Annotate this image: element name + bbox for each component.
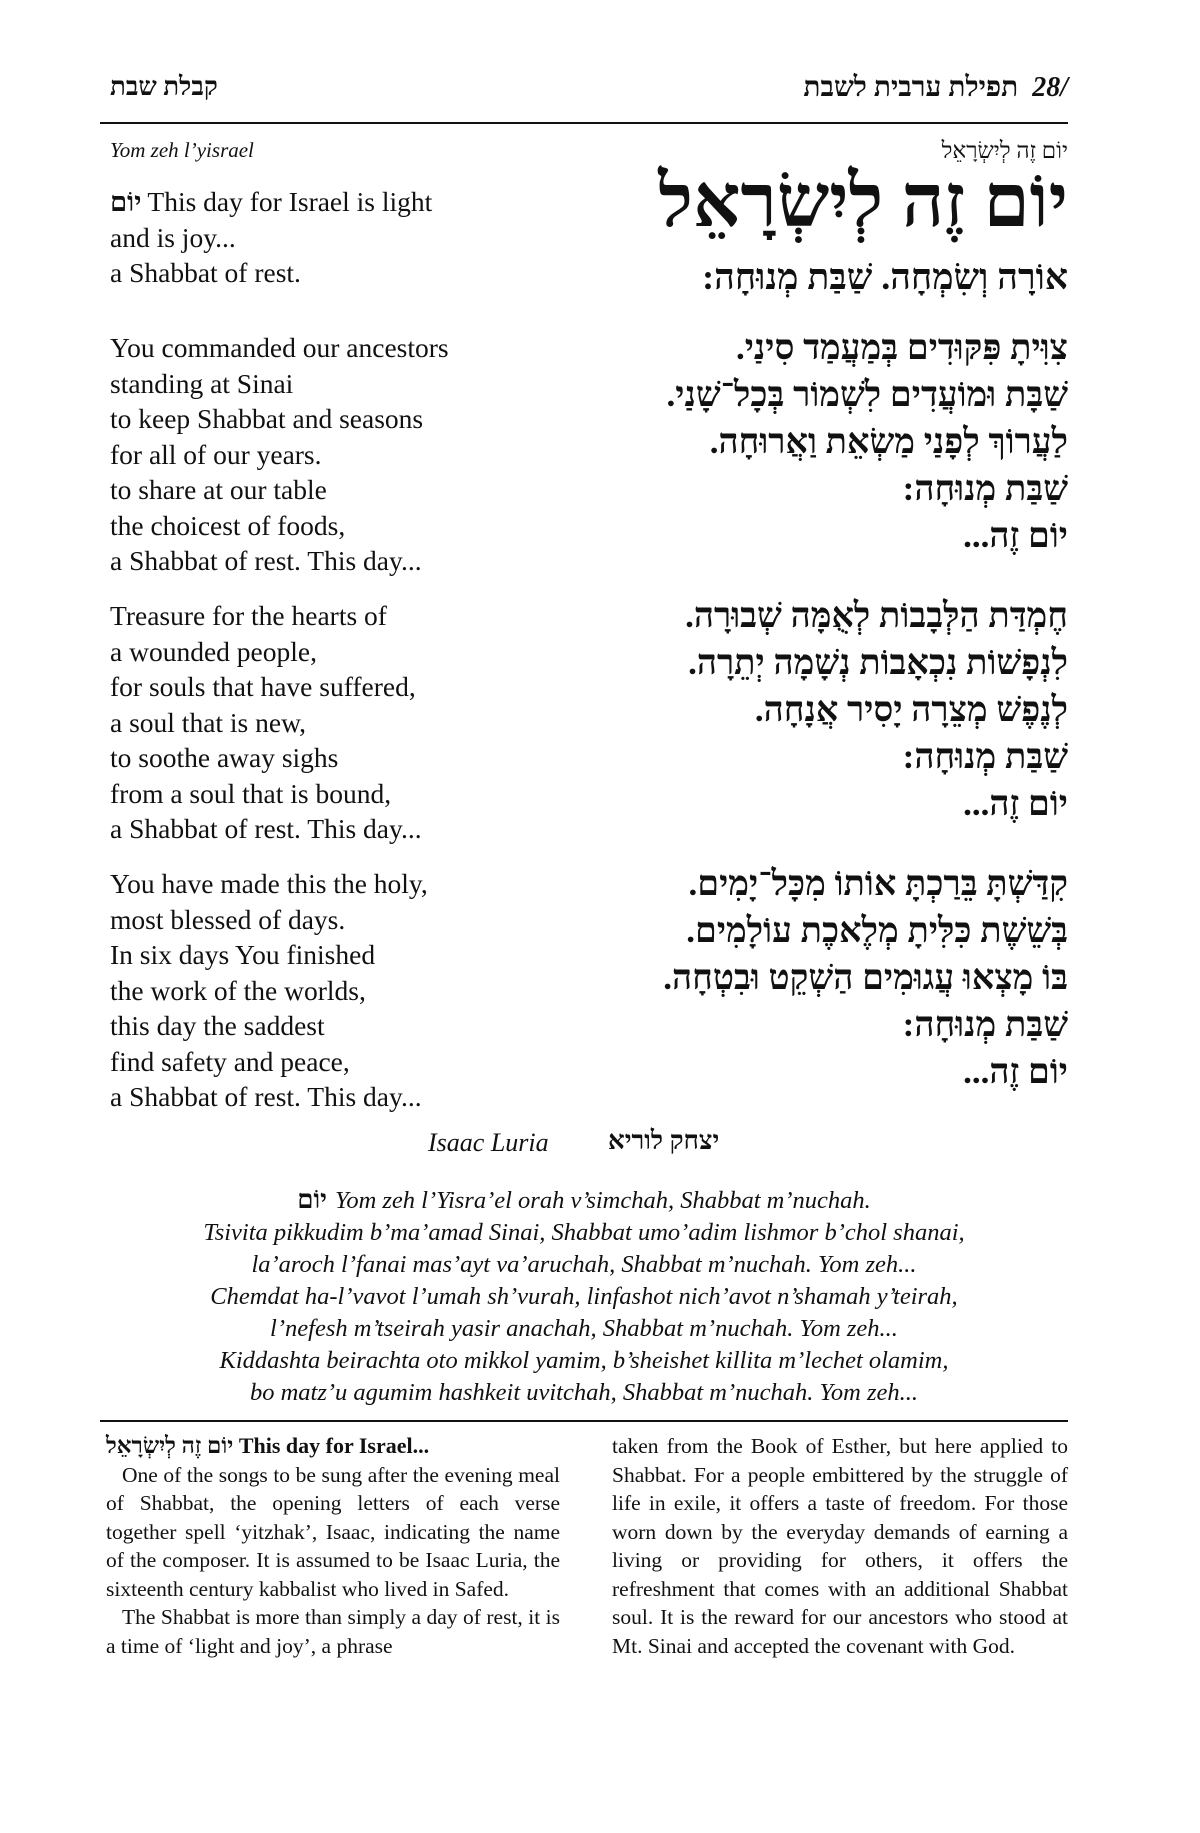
header-right <box>803 72 1068 104</box>
stanza-line: a soul that is new, <box>110 706 307 738</box>
stanza-line: You have made this the holy, <box>110 868 428 899</box>
page-header <box>100 64 1068 124</box>
author-hebrew: יצחק לוריא <box>608 1126 720 1155</box>
commentary-heading-hebrew: יוֹם זֶה לְיִשְׂרָאֵל <box>106 1433 234 1458</box>
stanza-line: a wounded people, <box>110 635 317 667</box>
stanza-line: You commanded our ancestors <box>110 332 449 363</box>
hebrew-stanza-2 <box>548 324 1068 559</box>
stanza-line: a Shabbat of rest. This day... <box>110 1081 422 1112</box>
hebrew-stanza-3 <box>548 592 1068 827</box>
hebrew-line: לִנְפָשׁוֹת נִכְאָבוֹת נְשָׁמָה יְתֵרָה. <box>688 643 1068 682</box>
song-subtitle-hebrew: יוֹם זֶה לְיִשְׂרָאֵל <box>941 138 1068 163</box>
english-stanza-3 <box>110 598 550 847</box>
hebrew-line: יוֹם זֶה... <box>963 516 1068 555</box>
hebrew-stanza-4 <box>548 860 1068 1095</box>
commentary-heading-english: This day for Israel... <box>238 1433 430 1458</box>
stanza-line: the choicest of foods, <box>110 509 346 541</box>
service-title-hebrew: תפילת ערבית לשבת <box>803 72 1019 103</box>
stanza-line: to soothe away sighs <box>110 742 339 773</box>
transliteration-line: Chemdat ha-l’vavot l’umah sh’vurah, linfashot nich’avot n’shamah y’teirah, <box>210 1283 958 1310</box>
hebrew-word-yom: יוֹם <box>110 186 142 217</box>
stanza-line: for souls that have suffered, <box>110 671 416 702</box>
hebrew-line: צִוִּיתָ פִּקּוּדִים בְּמַעֲמַד סִינַי. <box>735 328 1068 367</box>
hebrew-line: חֶמְדַּת הַלְּבָבוֹת לְאֻמָּה שְׁבוּרָה. <box>685 596 1068 635</box>
song-title-hebrew: יוֹם זֶה לְיִשְׂרָאֵל <box>658 161 1068 243</box>
commentary-paragraph: The Shabbat is more than simply a day of rest, it is a time of ‘light and joy’, a phrase <box>106 1605 560 1658</box>
commentary-paragraph: One of the songs to be sung after the evening meal of Shabbat, the opening letters of each verse together spell ‘yitzhak’, Isaac, indicating the name of the composer. It is assumed to be Isaac Luria, the sixteenth century kabbalist who lived in Safed. <box>106 1462 560 1601</box>
page-number: 28/ <box>1032 72 1068 103</box>
hebrew-line: בּוֹ מָצְאוּ עֲגוּמִים הַשְׁקֵט וּבִטְחָה. <box>663 958 1068 997</box>
english-stanza-2 <box>110 330 550 579</box>
stanza-line: standing at Sinai <box>110 367 294 399</box>
hebrew-line: שַׁבַּת מְנוּחָה: <box>902 469 1068 508</box>
hebrew-word-yom: יוֹם <box>297 1185 327 1214</box>
stanza-line: and is joy... <box>110 221 236 253</box>
section-title-hebrew: קבלת שבת <box>110 72 218 101</box>
hebrew-line: שַׁבָּת וּמוֹעֲדִים לִשְׁמוֹר בְּכָל־שָׁנַי. <box>666 375 1068 414</box>
author-english: Isaac Luria <box>428 1128 549 1157</box>
hebrew-line: שַׁבַּת מְנוּחָה: <box>902 737 1068 776</box>
hebrew-line: לַעֲרוֹךְ לְפָנַי מַשְׂאֵת וַאֲרוּחָה. <box>709 422 1068 461</box>
stanza-line: this day the saddest <box>110 1010 325 1041</box>
hebrew-line: שַׁבַּת מְנוּחָה: <box>902 1005 1068 1044</box>
hebrew-line: קִדַּשְׁתָּ בֵּרַכְתָּ אוֹתוֹ מִכָּל־יָמִים. <box>688 864 1068 903</box>
english-stanza-1 <box>110 184 550 291</box>
stanza-line: for all of our years. <box>110 438 322 470</box>
transliteration-line: Kiddashta beirachta oto mikkol yamim, b’sheishet killita m’lechet olamim, <box>219 1347 949 1374</box>
stanza-line: to keep Shabbat and seasons <box>110 403 424 434</box>
transliteration-line: Tsivita pikkudim b’ma’amad Sinai, Shabbat umo’adim lishmor b’chol shanai, <box>203 1219 965 1246</box>
hebrew-line: לְנֶפֶשׁ מְצֵרָה יָסִיר אֲנָחָה. <box>754 690 1068 729</box>
transliteration-line: bo matz’u agumim hashkeit uvitchah, Shabbat m’nuchah. Yom zeh... <box>249 1379 919 1406</box>
stanza-line: Treasure for the hearts of <box>110 600 387 631</box>
commentary-heading <box>106 1432 560 1461</box>
stanza-line: a Shabbat of rest. This day... <box>110 545 422 576</box>
stanza-line: most blessed of days. <box>110 903 346 935</box>
section-divider <box>100 1420 1068 1422</box>
english-stanza-4 <box>110 866 550 1115</box>
stanza-line: a Shabbat of rest. <box>110 257 301 288</box>
stanza-line: the work of the worlds, <box>110 974 366 1006</box>
transliteration-block <box>100 1184 1068 1409</box>
hebrew-line: יוֹם זֶה... <box>963 1052 1068 1091</box>
transliteration-line: la’aroch l’fanai mas’ayt va’aruchah, Shabbat m’nuchah. Yom zeh... <box>251 1251 917 1278</box>
transliteration-line: Yom zeh l’Yisra’el orah v’simchah, Shabbat m’nuchah. <box>334 1187 871 1214</box>
song-subtitle-english: Yom zeh l’yisrael <box>110 138 254 162</box>
song-title-line2-hebrew: אוֹרָה וְשִׂמְחָה. שַׁבַּת מְנוּחָה: <box>702 257 1068 297</box>
stanza-line-text: This day for Israel is light <box>147 186 433 217</box>
stanza-line: from a soul that is bound, <box>110 777 392 809</box>
stanza-line <box>110 184 550 220</box>
stanza-line: to share at our table <box>110 474 327 505</box>
commentary-right-column <box>612 1432 1068 1660</box>
stanza-line: find safety and peace, <box>110 1045 350 1077</box>
stanza-line: In six days You finished <box>110 939 376 970</box>
hebrew-line: בְּשֵׁשֶׁת כִּלִּיתָ מְלֶאכֶת עוֹלָמִים. <box>686 911 1068 950</box>
hebrew-line: יוֹם זֶה... <box>963 784 1068 823</box>
commentary-paragraph: taken from the Book of Esther, but here applied to Shabbat. For a people embittered by the struggle of life in exile, it offers a taste of freedom. For those worn down by the everyday demands of earning a living or providing for others, it offers the refreshment that comes with an additional Shabbat soul. It is the reward for our ancestors who stood at Mt. Sinai and accepted the covenant with God. <box>612 1434 1068 1658</box>
transliteration-first-line <box>100 1184 1068 1217</box>
stanza-line: a Shabbat of rest. This day... <box>110 813 422 844</box>
commentary-left-column <box>106 1432 560 1660</box>
transliteration-line: l’nefesh m’tseirah yasir anachah, Shabbat m’nuchah. Yom zeh... <box>270 1315 898 1342</box>
